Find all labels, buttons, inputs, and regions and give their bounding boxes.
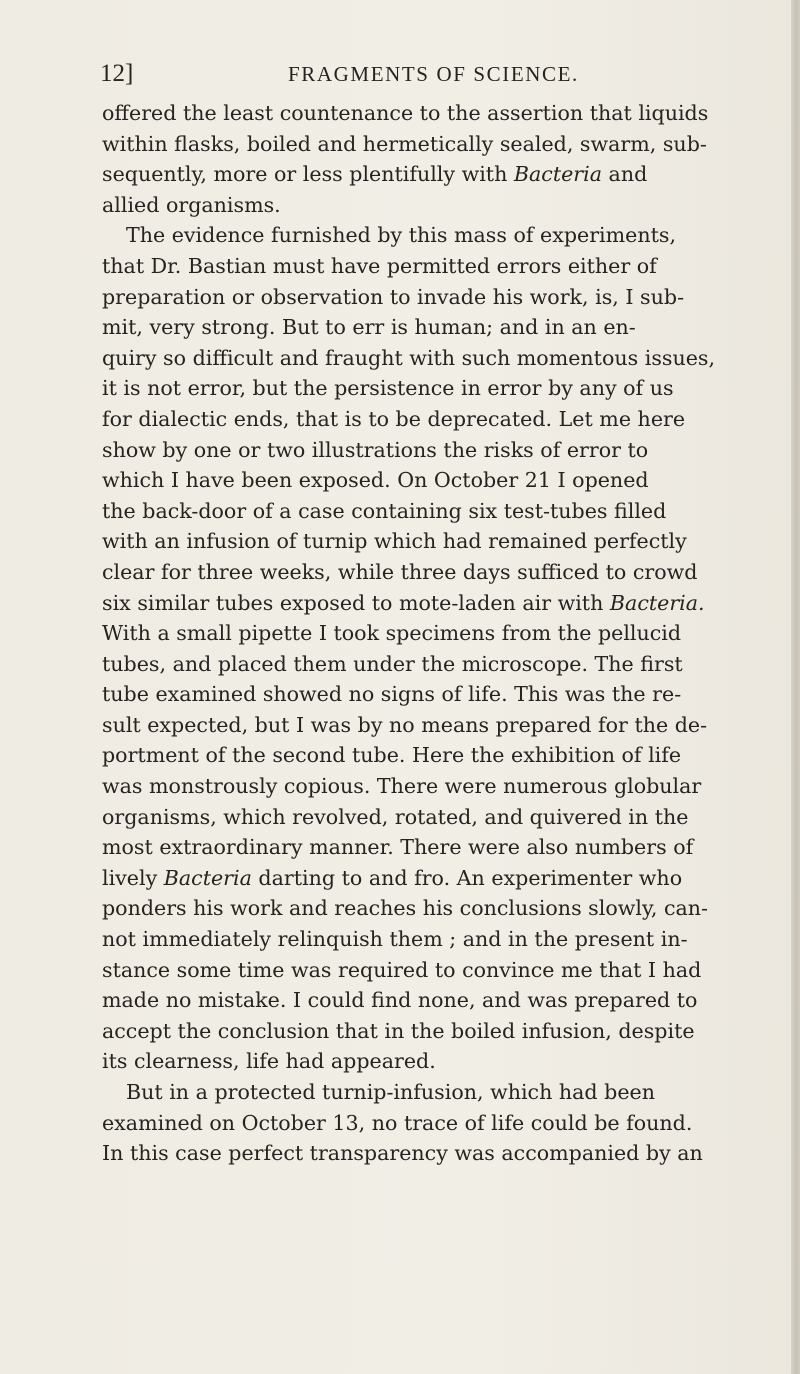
text-line: With a small pipette I took specimens from the pellucid	[102, 621, 682, 646]
text-line: offered the least countenance to the assertion that liquids	[102, 101, 709, 125]
text-line: six similar tubes exposed to mote-laden air with Bacteria.	[102, 590, 705, 615]
text-line: within flasks, boiled and hermetically sealed, swarm, sub-	[102, 131, 707, 156]
text-line: show by one or two illustrations the risks of error to	[102, 437, 649, 462]
text-line: that Dr. Bastian must have permitted errors either of	[102, 253, 657, 278]
text-line: preparation or observation to invade his work, is, I sub-	[102, 284, 685, 309]
text-line: most extraordinary manner. There were also numbers of	[102, 835, 694, 860]
text-line: lively Bacteria darting to and fro. An experimenter who	[102, 865, 683, 890]
text-line: mit, very strong. But to err is human; and in an en-	[102, 315, 636, 340]
text-line: its clearness, life had appeared.	[102, 1049, 436, 1074]
text-line: tube examined showed no signs of life. This was the re-	[102, 682, 682, 707]
text-line: But in a protected turnip-infusion, which had been	[126, 1080, 655, 1104]
text-line: sult expected, but I was by no means prepared for the de-	[102, 712, 708, 737]
text-line: The evidence furnished by this mass of experiments,	[126, 223, 676, 248]
text-line: accept the conclusion that in the boiled infusion, despite	[102, 1018, 695, 1043]
page-edge-shadow	[791, 0, 800, 1374]
body-text	[102, 98, 800, 1169]
running-head	[100, 60, 660, 90]
text-line: which I have been exposed. On October 21 I opened	[102, 468, 649, 493]
text-line: for dialectic ends, that is to be deprecated. Let me here	[102, 406, 686, 431]
page-number: 12]	[100, 60, 134, 87]
text-line: organisms, which revolved, rotated, and quivered in the	[102, 804, 689, 829]
text-line: with an infusion of turnip which had remained perfectly	[102, 529, 687, 554]
text-line: examined on October 13, no trace of life could be found.	[102, 1110, 693, 1135]
text-line: quiry so difficult and fraught with such momentous issues,	[102, 345, 716, 370]
text-line: stance some time was required to convince me that I had	[102, 957, 702, 982]
running-title: FRAGMENTS OF SCIENCE.	[288, 62, 579, 86]
text-line: tubes, and placed them under the microscope. The first	[102, 651, 683, 676]
text-line: allied organisms.	[102, 192, 281, 217]
text-line: not immediately relinquish them ; and in the present in-	[102, 927, 688, 952]
text-line: it is not error, but the persistence in error by any of us	[102, 376, 674, 401]
text-line: clear for three weeks, while three days sufficed to crowd	[102, 559, 698, 584]
text-line: the back-door of a case containing six test-tubes filled	[102, 498, 667, 523]
text-line: ponders his work and reaches his conclusions slowly, can-	[102, 896, 708, 921]
text-line: portment of the second tube. Here the exhibition of life	[102, 743, 682, 768]
text-line: made no mistake. I could find none, and was prepared to	[102, 988, 698, 1013]
text-line: sequently, more or less plentifully with Bacteria and	[102, 162, 648, 187]
text-line: was monstrously copious. There were numerous globular	[102, 774, 702, 799]
text-line: In this case perfect transparency was accompanied by an	[102, 1141, 703, 1166]
